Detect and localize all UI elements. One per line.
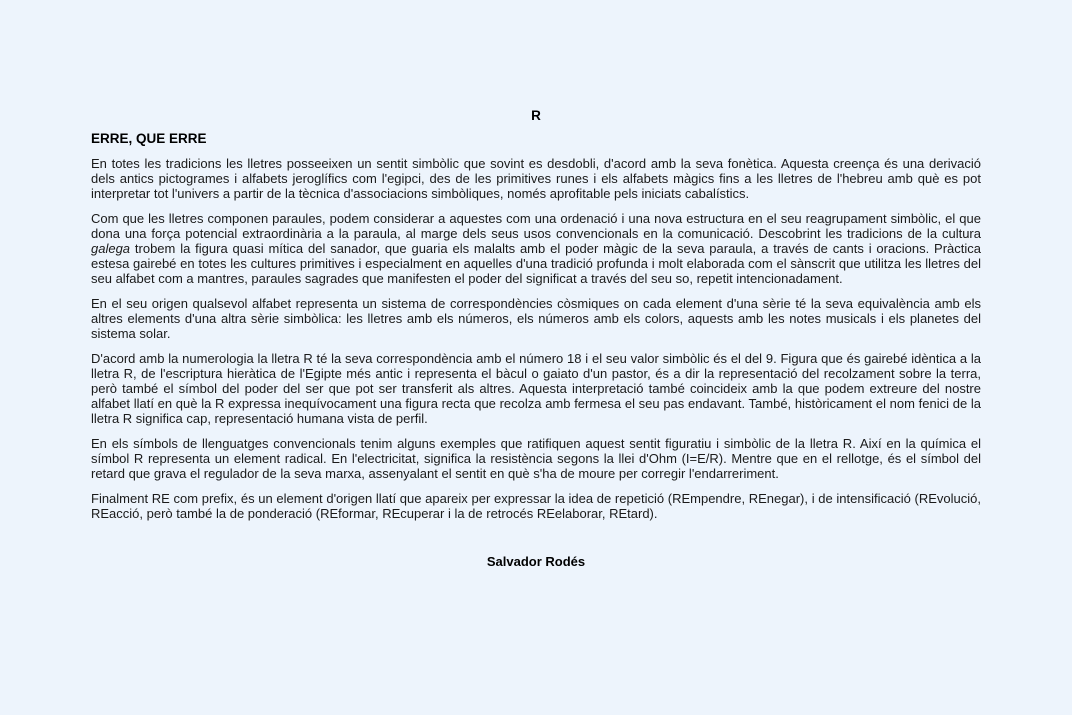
paragraph-4: D'acord amb la numerologia la lletra R té la seva correspondència amb el número 18 i el seu valor simbòlic és el del 9. Figura que és gairebé idèntica a la lletra R, de l'escriptura hieràtica de l'Egipte més antic i representa el bàcul o gaiato d'un pastor, és a dir la representació del recolzament sobre la terra, però també el símbol del poder del ser que pot ser transferit als altres. Aquesta interpretació també coincideix amb la que podem extreure del nostre alfabet llatí en què la R expressa inequívocament una figura recta que recolza amb fermesa el seu pas endavant. També, històricament el nom fenici de la lletra R significa cap, representació humana vista de perfil. <box>91 351 981 426</box>
paragraph-1: En totes les tradicions les lletres posseeixen un sentit simbòlic que sovint es desdobli, d'acord amb la seva fonètica. Aquesta creença és una derivació dels antics pictogrames i alfabets jeroglífics com l'egipci, des de les primitives runes i els alfabets màgics fins a les lletres de l'hebreu amb què es pot interpretar tot l'univers a partir de la tècnica d'associacions simbòliques, només aprofitable pels iniciats cabalístics. <box>91 156 981 201</box>
paragraph-2 <box>91 211 981 286</box>
paragraph-6: Finalment RE com prefix, és un element d'origen llatí que apareix per expressar la idea de repetició (REmpendre, REnegar), i de intensificació (REvolució, REacció, però també la de ponderació (REformar, REcuperar i la de retrocés REelaborar, REtard). <box>91 491 981 521</box>
paragraph-5: En els símbols de llenguatges convencionals tenim alguns exemples que ratifiquen aquest sentit figuratiu i simbòlic de la lletra R. Així en la química el símbol R representa un element radical. En l'electricitat, significa la resistència segons la llei d'Ohm (I=E/R). Mentre que en el rellotge, és el símbol del retard que grava el regulador de la seva marxa, assenyalant el sentit en què s'ha de moure per corregir l'endarreriment. <box>91 436 981 481</box>
paragraph-2-text-pre: Com que les lletres componen paraules, podem considerar a aquestes com una ordenació i una nova estructura en el seu reagrupament simbòlic, el que dona una força potencial extraordinària a la paraula, al marge dels seus usos convencionals en la comunicació. Descobrint les tradicions de la cultura <box>91 211 981 241</box>
document-page <box>91 0 981 569</box>
signature: Salvador Rodés <box>486 554 586 569</box>
paragraph-2-italic-term: galega <box>91 241 131 256</box>
letter-heading: R <box>531 108 541 123</box>
paragraph-2-text-post: trobem la figura quasi mítica del sanador, que guaria els malalts amb el poder màgic de la seva paraula, a través de cants i oracions. Pràctica estesa gairebé en totes les cultures primitives i especialment en aquelles d'una tradició profunda i molt elaborada com el sànscrit que utilitza les lletres del seu alfabet com a mantres, paraules sagrades que manifesten el poder del significat a través del seu so, repetit intencionadament. <box>91 241 981 286</box>
paragraph-3: En el seu origen qualsevol alfabet representa un sistema de correspondències còsmiques on cada element d'una sèrie té la seva equivalència amb els altres elements d'una altra sèrie simbòlica: les lletres amb els números, els números amb els colors, aquests amb les notes musicals i els planetes del sistema solar. <box>91 296 981 341</box>
document-title: ERRE, QUE ERRE <box>91 131 207 146</box>
